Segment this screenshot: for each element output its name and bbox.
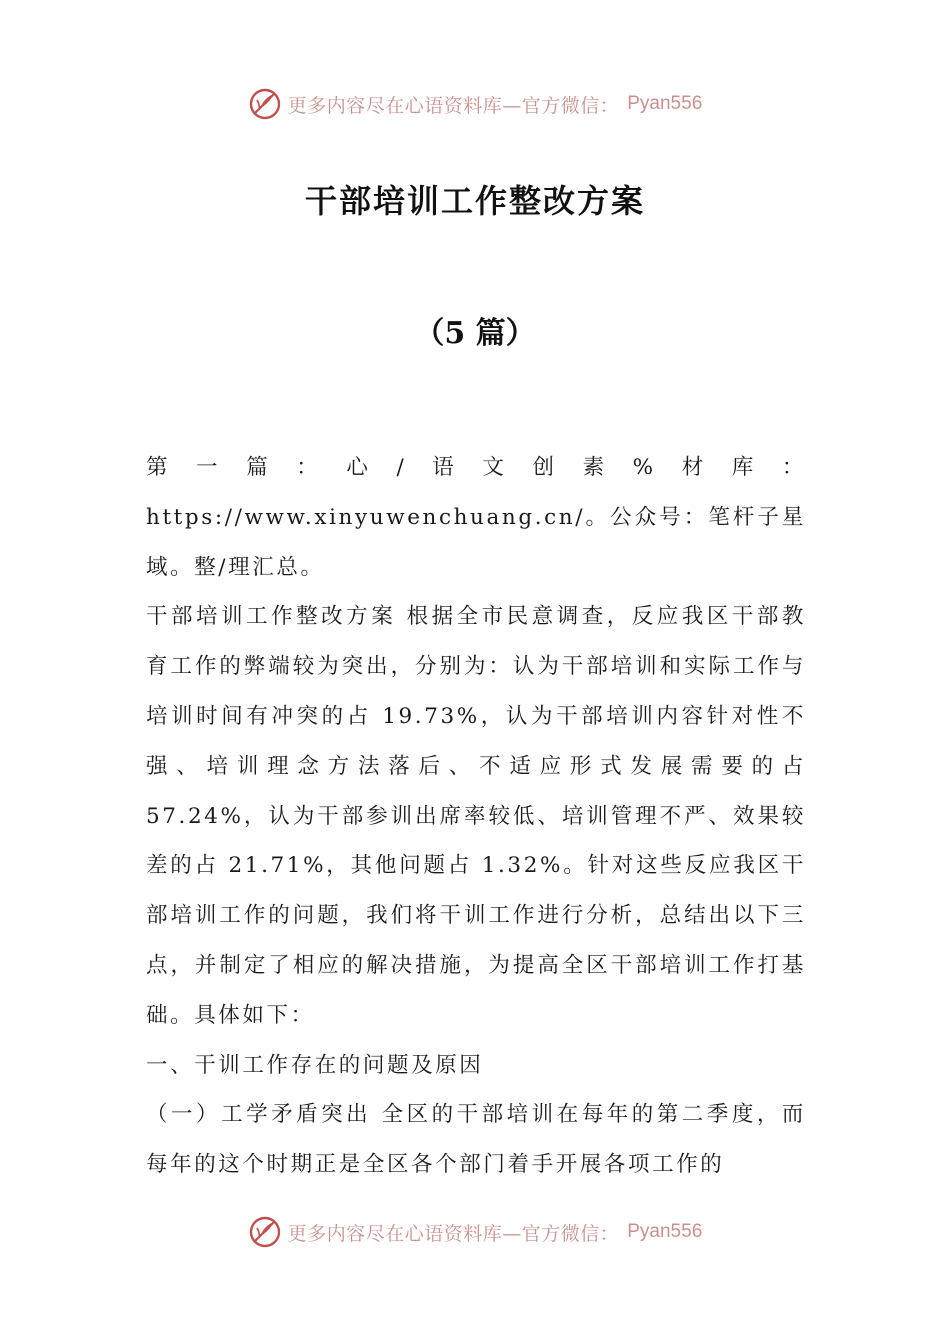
watermark-handle: Pyan556 [627, 93, 703, 114]
watermark-text: 更多内容尽在心语资料库—官方微信： [287, 94, 620, 117]
footer-watermark [0, 1212, 950, 1252]
watermark-text: 更多内容尽在心语资料库—官方微信： [287, 1222, 620, 1245]
paragraph-source-note: 第一篇：心/语文创素%材库：https://www.xinyuwenchuang.cn/。公众号：笔杆子星域。整/理汇总。 [146, 455, 806, 580]
quill-logo-icon [248, 87, 282, 121]
quill-logo-icon [248, 1215, 282, 1249]
watermark-handle: Pyan556 [627, 1221, 703, 1242]
document-title: 干部培训工作整改方案 [304, 182, 645, 220]
paragraph-work-study-conflict: （一）工学矛盾突出 全区的干部培训在每年的第二季度，而每年的这个时期正是全区各个部门着手开展各项工作的 [146, 1102, 806, 1178]
paragraph-intro: 干部培训工作整改方案 根据全市民意调查，反应我区干部教育工作的弊端较为突出，分别为：认为干部培训和实际工作与培训时间有冲突的占 19.73%，认为干部培训内容针对性不强、培训理念方法落后、不适应形式发展需要的占 57.24%，认为干部参训出席率较低、培训管理不严、效果较差的占 21.71%，其他问题占 1.32%。针对这些反应我区干部培训工作的问题，我们将干训工作进行分析，总结出以下三点，并制定了相应的解决措施，为提高全区干部培训工作打基础。具体如下： [146, 604, 806, 1028]
section-heading-problems: 一、干训工作存在的问题及原因 [146, 1052, 484, 1078]
document-subtitle: （5 篇） [414, 316, 536, 351]
document-body [146, 443, 806, 1190]
header-watermark [0, 84, 950, 124]
